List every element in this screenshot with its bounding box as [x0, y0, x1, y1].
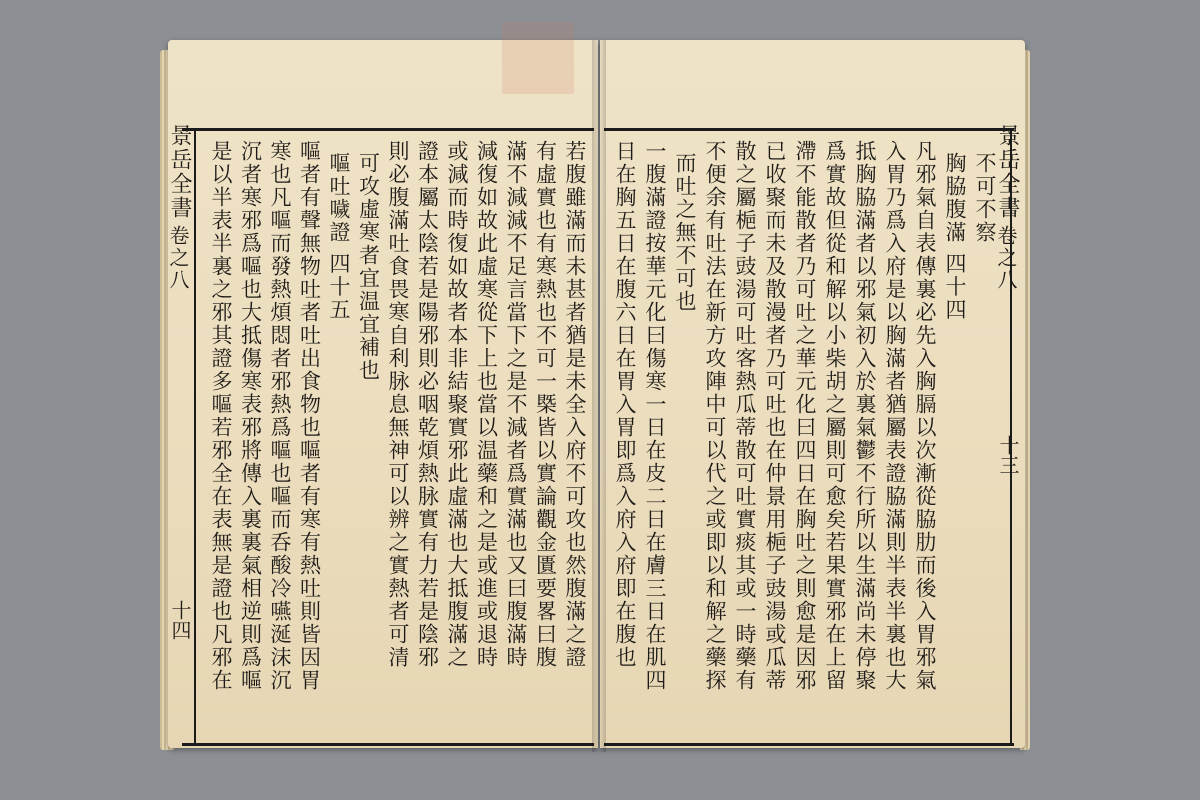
- text-column: 散之屬梔子豉湯可吐客熱瓜蒂散可吐實痰其或一時藥有: [733, 140, 757, 692]
- text-column: 嘔者有聲無物吐者吐出食物也嘔者有寒有熱吐則皆因胃: [297, 140, 322, 692]
- text-column: 爲實故但從和解以小柴胡之屬則可愈矣若果實邪在上留: [823, 140, 847, 692]
- text-column: 寒也凡嘔而發熱煩悶者邪熱爲嘔也嘔而呑酸冷嚥涎沫沉: [268, 140, 292, 692]
- text-column: 證本屬太陰若是陽邪則必咽乾煩熱脉實有力若是陰邪: [415, 140, 440, 669]
- text-column: 凡邪氣自表傳裏必先入胸膈以次漸從脇肋而後入胃邪氣: [913, 140, 937, 692]
- left-banxin-chapter: 卷之八: [166, 225, 190, 291]
- text-column: 有虛實也有寒熱也不可一槩皆以實論觀金匱要畧曰腹: [533, 140, 558, 669]
- text-column: 若腹雖滿而未甚者猶是未全入府不可攻也然腹滿之證: [563, 140, 587, 669]
- text-column: 胸脇腹滿 四十四: [943, 152, 967, 322]
- text-column: 不可不察: [973, 152, 997, 244]
- text-column: 已收聚而未及散漫者乃可吐也在仲景用梔子豉湯或瓜蒂: [763, 140, 787, 692]
- left-folio: 十四: [168, 600, 192, 640]
- text-column: 可攻虛寒者宜温宜補也: [356, 152, 381, 382]
- text-column: 一腹滿證按華元化曰傷寒一日在皮二日在膚三日在肌四: [643, 140, 667, 692]
- text-column: 嘔吐噦證 四十五: [327, 152, 351, 322]
- right-banxin-title: 景岳全書: [995, 124, 1020, 220]
- text-column: 日在胸五日在腹六日在胃入胃即爲入府入府即在腹也: [613, 140, 637, 669]
- right-banxin-chapter: 卷之八: [994, 225, 1018, 291]
- text-column: 減復如故此虛寒從下上也當以温藥和之是或進或退時: [474, 140, 499, 669]
- text-column: 則必腹滿吐食畏寒自利脉息無神可以辨之實熱者可清: [386, 140, 410, 669]
- text-column: 沉者寒邪爲嘔也大抵傷寒表邪將傳入裏裏氣相逆則爲嘔: [238, 140, 263, 692]
- text-column: 是以半表半裏之邪其證多嘔若邪全在表無是證也凡邪在: [209, 140, 233, 692]
- open-book: [160, 40, 1030, 755]
- text-column: 入胃乃爲入府是以胸滿者猶屬表證脇滿則半表半裏也大: [883, 140, 907, 692]
- left-banxin-rule: [194, 128, 196, 743]
- text-column: 滯不能散者乃可吐之華元化曰四日在胸吐之則愈是因邪: [793, 140, 817, 692]
- right-folio: 十三: [996, 435, 1020, 475]
- text-column: 不便余有吐法在新方攻陣中可以代之或即以和解之藥探: [703, 140, 727, 692]
- left-banxin-title: 景岳全書: [167, 124, 192, 220]
- text-column: 而吐之無不可也: [673, 152, 697, 313]
- library-seal-watermark: [502, 22, 574, 94]
- text-column: 抵胸脇滿者以邪氣初入於裏氣鬱不行所以生滿尚未停聚: [853, 140, 877, 692]
- text-column: 或減而時復如故者本非結聚實邪此虛滿也大抵腹滿之: [445, 140, 469, 669]
- text-column: 滿不減減不足言當下之是不減者爲實滿也又曰腹滿時: [504, 140, 528, 669]
